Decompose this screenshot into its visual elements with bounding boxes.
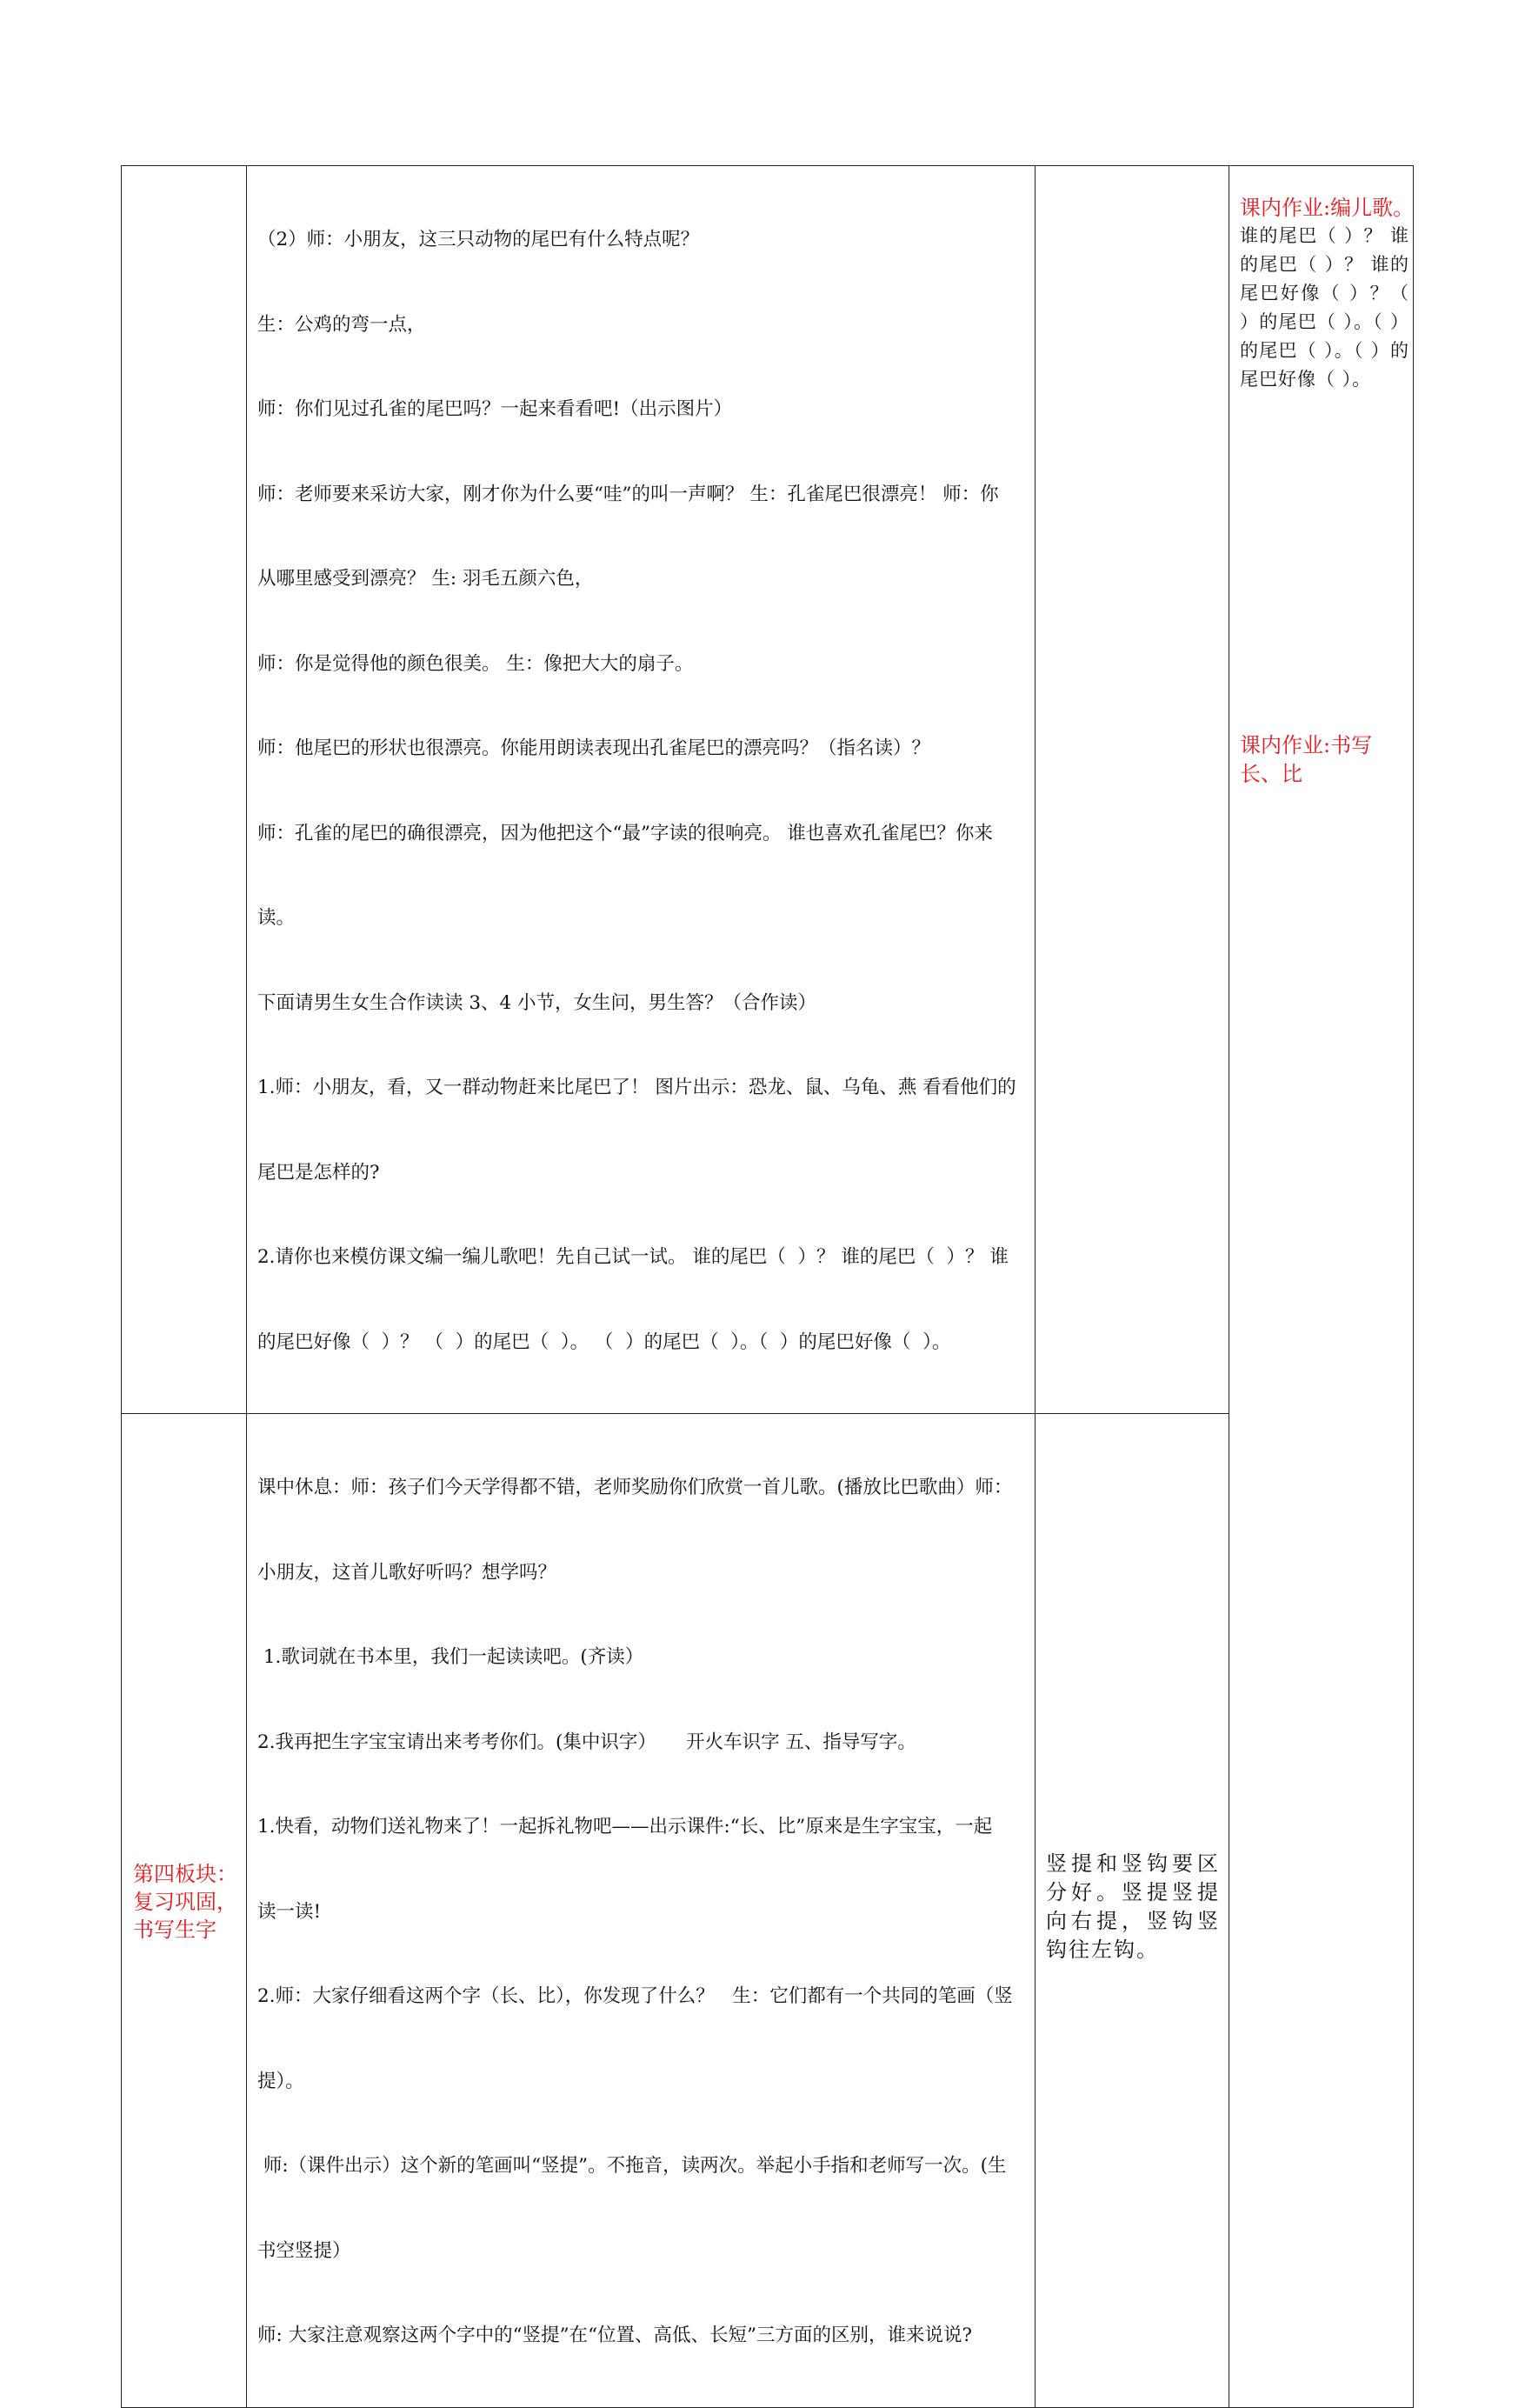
process-line: 师：你们见过孔雀的尾巴吗？一起来看看吧!（出示图片） [257,398,733,420]
row1-method-cell [1036,166,1229,1414]
homework-title-1: 课内作业:编儿歌。 [1240,196,1415,220]
process-line: 师：他尾巴的形状也很漂亮。你能用朗读表现出孔雀尾巴的漂亮吗？（指名读）？ [257,737,931,759]
process-line: 的尾巴好像（ ）？ （ ）的尾巴（ ）。 （ ）的尾巴（ ）。（ ）的尾巴好像（ ）。 [257,1331,951,1353]
process-line: 尾巴是怎样的? [257,1161,380,1184]
homework-block-1 [1240,194,1415,394]
process-line: 师：孔雀的尾巴的确很漂亮，因为他把这个“最”字读的很响亮。 谁也喜欢孔雀尾巴？你来 [257,822,993,844]
process-line: 师: 大家注意观察这两个字中的“竖提”在“位置、高低、长短”三方面的区别，谁来说说? [257,2325,973,2346]
table-row-1 [122,166,1414,1414]
row1-process-cell [247,166,1036,1414]
lesson-plan-table [121,165,1414,2408]
process-line: 书空竖提） [257,2239,351,2262]
row2-process-text [247,1414,1035,2407]
process-line: 课中休息：师：孩子们今天学得都不错，老师奖励你们欣赏一首儿歌。(播放比巴歌曲）师： [257,1477,1013,1498]
process-line: 1.歌词就在书本里，我们一起读读吧。(齐读） [257,1646,644,1668]
process-line: 提）。 [257,2070,304,2092]
process-line: 下面请男生女生合作读读 3、4 小节，女生问，男生答？（合作读） [257,991,817,1014]
process-line: 师:（课件出示）这个新的笔画叫“竖提”。不拖音，读两次。举起小手指和老师写一次。(生 [257,2155,1007,2177]
process-line: 1.师：小朋友，看，又一群动物赶来比尾巴了！ 图片出示：恐龙、鼠、乌龟、燕 看看他们的 [257,1077,1016,1098]
process-line: 1.快看，动物们送礼物来了！一起拆礼物吧——出示课件:“长、比”原来是生字宝宝，一起 [257,1816,993,1838]
homework-wrapper [1229,166,1413,2407]
row2-method-cell [1036,1414,1229,2408]
row1-process-text [247,166,1035,1413]
homework-cell [1229,166,1414,2408]
process-line: （2）师：小朋友，这三只动物的尾巴有什么特点呢？ [257,229,700,250]
process-line: 读。 [257,907,296,929]
process-line: 2.我再把生字宝宝请出来考考你们。(集中识字） 开火车识字 五、指导写字。 [257,1731,916,1753]
homework-title-2: 课内作业:书写长、比 [1240,733,1373,786]
method-note: 竖提和竖钩要区分好。竖提竖提向右提，竖钩竖钩往左钩。 [1046,1851,1220,1962]
process-line: 师：老师要来采访大家，刚才你为什么要“哇”的叫一声啊？ 生：孔雀尾巴很漂亮！ 师：你 [257,483,999,505]
process-line: 读一读! [257,1900,322,1923]
table-row-2 [122,1414,1414,2408]
process-line: 2.请你也来模仿课文编一编儿歌吧！先自己试一试。 谁的尾巴（ ）？ 谁的尾巴（ ）？ 谁 [257,1246,1009,1268]
row2-process-cell [247,1414,1036,2408]
process-line: 师：你是觉得他的颜色很美。 生：像把大大的扇子。 [257,652,694,675]
block-title: 第四板块：复习巩固，书写生字 [133,1861,237,1942]
homework-body-1: 谁的尾巴（ ）？ 谁的尾巴（ ）？ 谁的尾巴好像（ ）？（ ）的尾巴（ ）。（ ）的尾巴（ ）。（ ）的尾巴好像（ ）。 [1240,225,1409,390]
row1-label-cell [122,166,247,1414]
process-line: 小朋友，这首儿歌好听吗？想学吗？ [257,1561,557,1584]
process-line: 2.师：大家仔细看这两个字（长、比），你发现了什么？ 生：它们都有一个共同的笔画（竖 [257,1985,1013,2007]
process-line: 生：公鸡的弯一点， [257,313,426,336]
process-line: 从哪里感受到漂亮？ 生: 羽毛五颜六色， [257,568,594,590]
row2-label-cell [122,1414,247,2408]
